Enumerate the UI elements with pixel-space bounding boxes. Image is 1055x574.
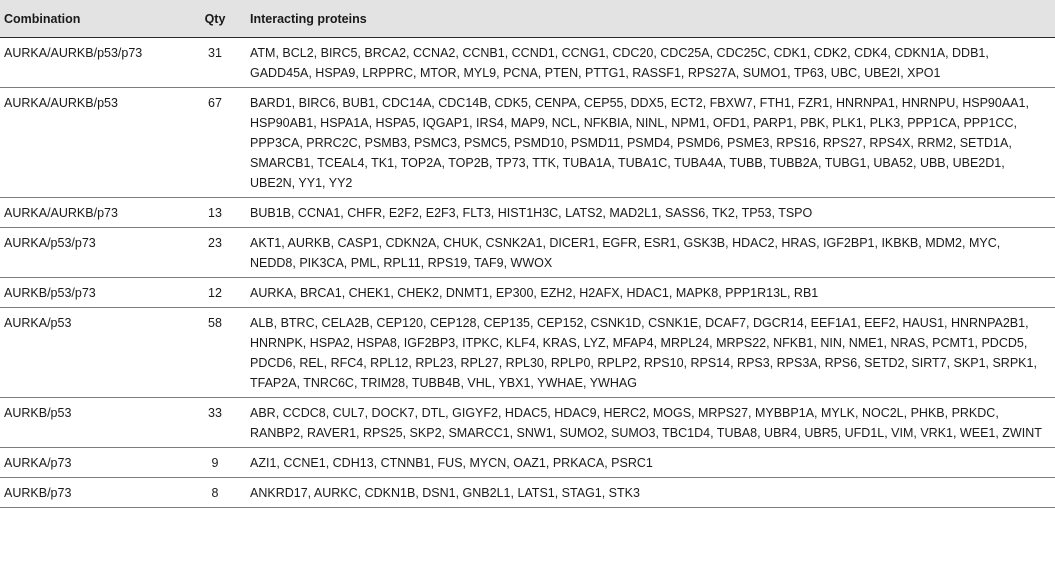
cell-proteins: ANKRD17, AURKC, CDKN1B, DSN1, GNB2L1, LATS1, STAG1, STK3: [246, 478, 1055, 508]
table-row: [0, 278, 1055, 308]
cell-qty: 8: [184, 478, 246, 508]
cell-proteins: ALB, BTRC, CELA2B, CEP120, CEP128, CEP135, CEP152, CSNK1D, CSNK1E, DCAF7, DGCR14, EEF1A1, EEF2, HAUS1, HNRNPA2B1, HNRNPK, HSPA2, HSPA8, IGF2BP3, ITPKC, KLF4, KRAS, LYZ, MFAP4, MRPL24, MRPS22, NFKB1, NIN, NME1, NRAS, PCMT1, PDCD5, PDCD6, REL, RFC4, RPL12, RPL23, RPL27, RPL30, RPLP0, RPLP2, RPS10, RPS14, RPS3, RPS3A, RPS6, SETD2, SIRT7, SKP1, SRPK1, TFAP2A, TNRC6C, TRIM28, TUBB4B, VHL, YBX1, YWHAE, YWHAG: [246, 308, 1055, 398]
table-row: [0, 88, 1055, 198]
cell-qty: 23: [184, 228, 246, 278]
cell-combination: AURKB/p53: [0, 398, 184, 448]
table-body: [0, 38, 1055, 508]
cell-qty: 9: [184, 448, 246, 478]
cell-combination: AURKA/p73: [0, 448, 184, 478]
cell-combination: AURKB/p73: [0, 478, 184, 508]
cell-qty: 12: [184, 278, 246, 308]
cell-proteins: ATM, BCL2, BIRC5, BRCA2, CCNA2, CCNB1, CCND1, CCNG1, CDC20, CDC25A, CDC25C, CDK1, CDK2, CDK4, CDKN1A, DDB1, GADD45A, HSPA9, LRPPRC, MTOR, MYL9, PCNA, PTEN, PTTG1, RASSF1, RPS27A, SUMO1, TP63, UBC, UBE2I, XPO1: [246, 38, 1055, 88]
cell-qty: 58: [184, 308, 246, 398]
table-header: [0, 0, 1055, 38]
column-header-qty: Qty: [184, 0, 246, 38]
cell-qty: 67: [184, 88, 246, 198]
table-row: [0, 448, 1055, 478]
header-row: [0, 0, 1055, 38]
cell-combination: AURKA/AURKB/p73: [0, 198, 184, 228]
column-header-combination: Combination: [0, 0, 184, 38]
table-row: [0, 38, 1055, 88]
cell-proteins: AKT1, AURKB, CASP1, CDKN2A, CHUK, CSNK2A1, DICER1, EGFR, ESR1, GSK3B, HDAC2, HRAS, IGF2BP1, IKBKB, MDM2, MYC, NEDD8, PIK3CA, PML, RPL11, RPS19, TAF9, WWOX: [246, 228, 1055, 278]
cell-proteins: AURKA, BRCA1, CHEK1, CHEK2, DNMT1, EP300, EZH2, H2AFX, HDAC1, MAPK8, PPP1R13L, RB1: [246, 278, 1055, 308]
cell-qty: 31: [184, 38, 246, 88]
cell-combination: AURKA/AURKB/p53/p73: [0, 38, 184, 88]
cell-proteins: ABR, CCDC8, CUL7, DOCK7, DTL, GIGYF2, HDAC5, HDAC9, HERC2, MOGS, MRPS27, MYBBP1A, MYLK, NOC2L, PHKB, PRKDC, RANBP2, RAVER1, RPS25, SKP2, SMARCC1, SNW1, SUMO2, SUMO3, TBC1D4, TUBA8, UBR4, UBR5, UFD1L, VIM, VRK1, WEE1, ZWINT: [246, 398, 1055, 448]
table-row: [0, 308, 1055, 398]
cell-qty: 13: [184, 198, 246, 228]
table-row: [0, 398, 1055, 448]
cell-proteins: BUB1B, CCNA1, CHFR, E2F2, E2F3, FLT3, HIST1H3C, LATS2, MAD2L1, SASS6, TK2, TP53, TSPO: [246, 198, 1055, 228]
cell-proteins: AZI1, CCNE1, CDH13, CTNNB1, FUS, MYCN, OAZ1, PRKACA, PSRC1: [246, 448, 1055, 478]
cell-combination: AURKB/p53/p73: [0, 278, 184, 308]
cell-combination: AURKA/AURKB/p53: [0, 88, 184, 198]
cell-combination: AURKA/p53: [0, 308, 184, 398]
cell-combination: AURKA/p53/p73: [0, 228, 184, 278]
column-header-proteins: Interacting proteins: [246, 0, 1055, 38]
cell-proteins: BARD1, BIRC6, BUB1, CDC14A, CDC14B, CDK5, CENPA, CEP55, DDX5, ECT2, FBXW7, FTH1, FZR1, HNRNPA1, HNRNPU, HSP90AA1, HSP90AB1, HSPA1A, HSPA5, IQGAP1, IRS4, MAP9, NCL, NFKBIA, NINL, NPM1, OFD1, PARP1, PBK, PLK1, PLK3, PPP1CA, PPP1CC, PPP3CA, PRRC2C, PSMB3, PSMC3, PSMC5, PSMD10, PSMD11, PSMD4, PSMD6, PSME3, RPS16, RPS27, RPS4X, RRM2, SETD1A, SMARCB1, TCEAL4, TK1, TOP2A, TOP2B, TP73, TTK, TUBA1A, TUBA1C, TUBA4A, TUBB, TUBB2A, TUBG1, UBA52, UBB, UBE2D1, UBE2N, YY1, YY2: [246, 88, 1055, 198]
cell-qty: 33: [184, 398, 246, 448]
table-row: [0, 198, 1055, 228]
table-row: [0, 228, 1055, 278]
table-row: [0, 478, 1055, 508]
